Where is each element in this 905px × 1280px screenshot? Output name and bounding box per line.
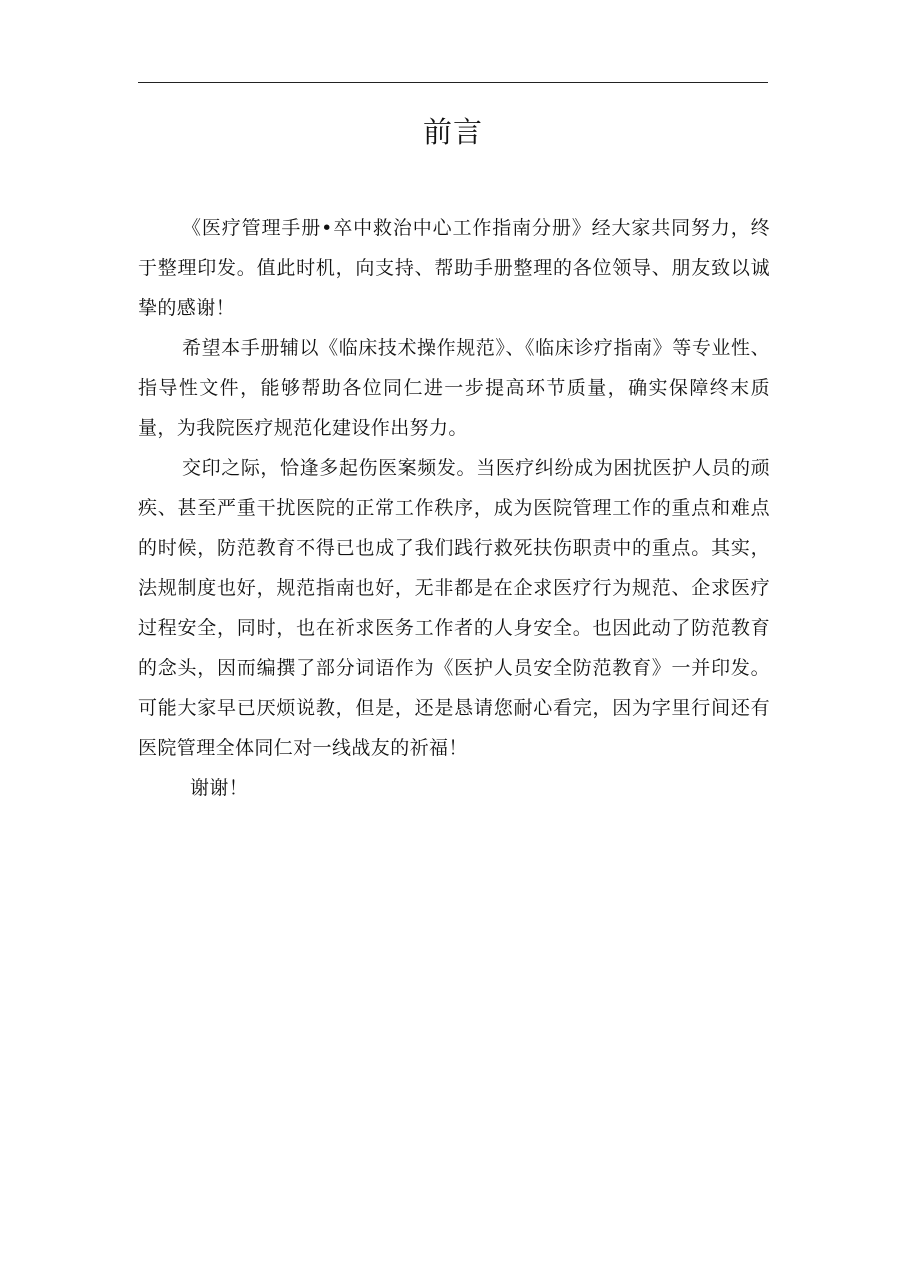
paragraph-safety-education: 交印之际，恰逢多起伤医案频发。当医疗纠纷成为困扰医护人员的顽疾、甚至严重干扰医院的正常工作秩序，成为医院管理工作的重点和难点的时候，防范教育不得已也成了我们践行救死扶伤职责中的重点。其实，法规制度也好，规范指南也好，无非都是在企求医疗行为规范、企求医疗过程安全，同时，也在祈求医务工作者的人身安全。也因此动了防范教育的念头，因而编撰了部分词语作为《医护人员安全防范教育》一并印发。可能大家早已厌烦说教，但是，还是恳请您耐心看完，因为字里行间还有医院管理全体同仁对一线战友的祈福！ <box>138 457 770 759</box>
page-title: 前言 <box>422 115 483 149</box>
closing-thanks: 谢谢！ <box>190 777 249 799</box>
paragraph-acknowledgement: 《医疗管理手册•卒中救治中心工作指南分册》经大家共同努力，终于整理印发。值此时机，向支持、帮助手册整理的各位领导、朋友致以诚挚的感谢！ <box>138 217 770 319</box>
header-rule <box>138 82 768 83</box>
paragraph-purpose: 希望本手册辅以《临床技术操作规范》、《临床诊疗指南》等专业性、指导性文件，能够帮助各位同仁进一步提高环节质量，确实保障终末质量，为我院医疗规范化建设作出努力。 <box>138 337 770 439</box>
preface-body <box>138 208 770 808</box>
